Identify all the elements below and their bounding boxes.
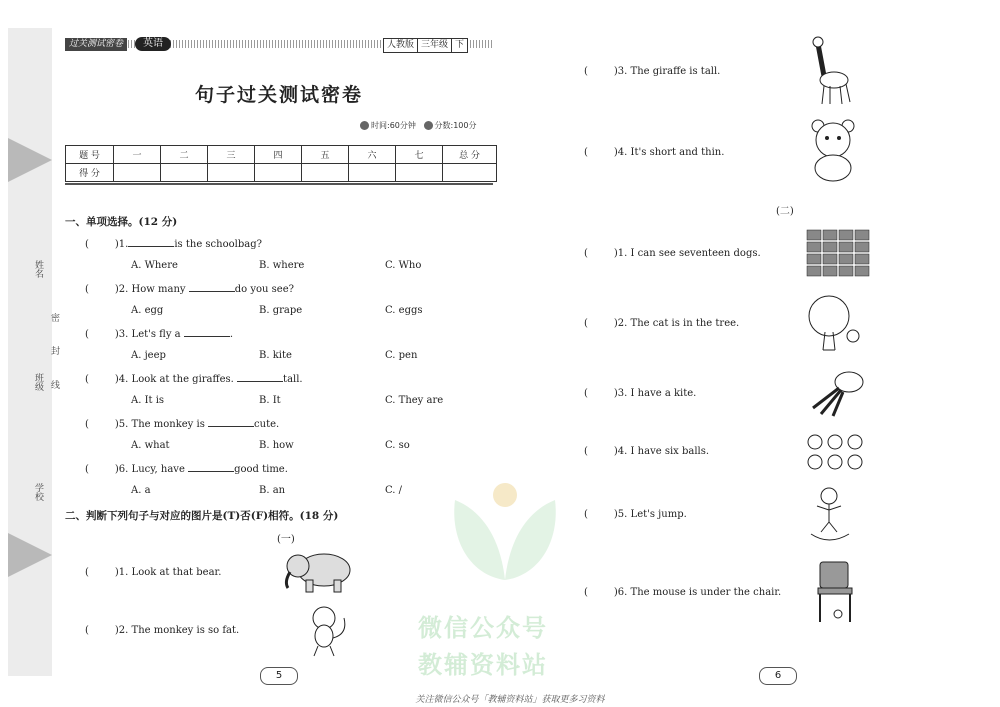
edition-term: 下: [451, 38, 468, 53]
answer-paren[interactable]: (: [85, 374, 89, 385]
option-b: B. grape: [259, 305, 303, 316]
name-label: 姓名: [33, 260, 43, 278]
seal-mark: 密: [49, 313, 59, 322]
tf-item: [584, 446, 709, 457]
question-number: )4.: [613, 147, 628, 158]
subject-badge: 英语: [135, 37, 171, 51]
pen-icon: [424, 121, 433, 130]
score-table: [65, 145, 497, 182]
question-text: .: [229, 329, 234, 340]
score-cell: 总 分: [443, 146, 497, 164]
score-cell: 一: [114, 146, 161, 164]
option-b: B. how: [259, 440, 294, 451]
seal-mark: 封: [49, 346, 59, 355]
question-number: )3.: [613, 66, 628, 77]
tf-sentence: Let's jump.: [630, 509, 687, 520]
answer-paren[interactable]: (: [85, 464, 89, 475]
watermark-text: 微信公众号: [418, 614, 548, 642]
fill-blank: [128, 237, 174, 247]
tf-sentence: Look at that bear.: [131, 567, 222, 578]
elephant-picture: [282, 548, 354, 594]
binding-triangle: [8, 533, 52, 577]
question-text: cute.: [254, 419, 280, 430]
score-input-cell[interactable]: [114, 164, 161, 182]
question-number: )1.: [613, 248, 628, 259]
option-b: B. It: [259, 395, 281, 406]
score-input-cell[interactable]: [161, 164, 208, 182]
tf-sentence: I have a kite.: [630, 388, 697, 399]
answer-paren[interactable]: (: [85, 329, 89, 340]
tf-item: [584, 318, 739, 329]
option-a: A. Where: [131, 260, 178, 271]
question-number: )3.: [613, 388, 628, 399]
option-a: A. egg: [131, 305, 164, 316]
answer-paren[interactable]: (: [584, 147, 588, 158]
tf-sentence: I have six balls.: [630, 446, 710, 457]
answer-paren[interactable]: (: [85, 567, 89, 578]
question-text: do you see?: [234, 284, 294, 295]
monkey-picture: [302, 604, 352, 658]
answer-paren[interactable]: (: [584, 388, 588, 399]
option-a: A. It is: [131, 395, 165, 406]
tf-sentence: The monkey is so fat.: [131, 625, 240, 636]
watermark-logo-icon: [440, 480, 570, 590]
school-label: 学校: [33, 483, 43, 501]
score-value-row: [66, 164, 497, 182]
part1-label: (一): [277, 534, 295, 545]
tf-sentence: The cat is in the tree.: [630, 318, 740, 329]
section1-heading: 一、单项选择。(12 分): [65, 216, 178, 228]
tf-item: [584, 66, 720, 77]
table-rule: [65, 183, 493, 185]
tf-sentence: I can see seventeen dogs.: [630, 248, 761, 259]
question-number: )5.: [613, 509, 628, 520]
option-a: A. jeep: [131, 350, 166, 361]
giraffe-picture: [808, 36, 854, 106]
total-score: 分数:100分: [434, 121, 477, 130]
page-title: 句子过关测试密卷: [194, 84, 363, 106]
question-item: [85, 372, 303, 385]
option-c: C. Who: [385, 260, 422, 271]
footer-note: 关注微信公众号「教辅资料站」获取更多习资料: [415, 695, 605, 705]
answer-paren[interactable]: (: [85, 239, 89, 250]
exam-meta: [360, 120, 476, 131]
answer-paren[interactable]: (: [584, 66, 588, 77]
question-number: )2.: [114, 284, 129, 295]
score-cell: 三: [208, 146, 255, 164]
bear-picture: [808, 118, 858, 184]
section2-heading: 二、判断下列句子与对应的图片是(T)否(F)相符。(18 分): [65, 510, 339, 522]
question-item: [85, 282, 294, 295]
keys-picture: [805, 368, 867, 418]
option-c: C. They are: [385, 395, 444, 406]
score-input-cell[interactable]: [443, 164, 497, 182]
question-item: [85, 237, 262, 250]
question-text: tall.: [283, 374, 303, 385]
question-text: is the schoolbag?: [174, 239, 262, 250]
answer-paren[interactable]: (: [584, 587, 588, 598]
score-cell: 四: [255, 146, 302, 164]
question-text: Lucy, have: [131, 464, 185, 475]
option-a: A. what: [131, 440, 170, 451]
question-text: Let's fly a: [131, 329, 181, 340]
watermark-text: 教辅资料站: [418, 651, 548, 679]
dogs-picture: [805, 228, 873, 280]
class-label: 班级: [33, 373, 43, 391]
score-input-cell[interactable]: [396, 164, 443, 182]
option-a: A. a: [131, 485, 151, 496]
score-input-cell[interactable]: [255, 164, 302, 182]
tf-item: [584, 248, 761, 259]
option-b: B. kite: [259, 350, 292, 361]
binding-strip: [8, 28, 59, 676]
tf-item: [584, 147, 724, 158]
edition-box: [384, 38, 468, 51]
tf-item: [584, 388, 696, 399]
option-c: C. /: [385, 485, 403, 496]
question-number: )4.: [613, 446, 628, 457]
score-cell: 题 号: [66, 146, 114, 164]
score-cell: 得 分: [66, 164, 114, 182]
score-cell: 七: [396, 146, 443, 164]
chair-picture: [812, 560, 858, 624]
edition-publisher: 人教版: [383, 38, 418, 53]
option-b: B. where: [259, 260, 305, 271]
question-number: )6.: [613, 587, 628, 598]
fill-blank: [188, 462, 234, 472]
question-text: Look at the giraffes.: [131, 374, 234, 385]
question-number: )3.: [114, 329, 129, 340]
question-item: [85, 327, 233, 340]
question-number: )4.: [114, 374, 129, 385]
score-cell: 六: [349, 146, 396, 164]
tf-item: [85, 625, 239, 636]
tf-sentence: The giraffe is tall.: [630, 66, 721, 77]
score-header-row: [66, 146, 497, 164]
score-cell: 五: [302, 146, 349, 164]
tf-item: [584, 509, 687, 520]
girl-jumping-picture: [805, 484, 855, 544]
edition-grade: 三年级: [417, 38, 452, 53]
score-cell: 二: [161, 146, 208, 164]
fill-blank: [208, 417, 254, 427]
question-number: )6.: [114, 464, 129, 475]
tf-item: [85, 567, 221, 578]
balls-picture: [805, 432, 873, 474]
answer-paren[interactable]: (: [85, 419, 89, 430]
question-number: )1.: [114, 239, 129, 250]
question-number: )2.: [613, 318, 628, 329]
question-number: )5.: [114, 419, 129, 430]
tree-cat-picture: [805, 292, 867, 352]
option-b: B. an: [259, 485, 286, 496]
answer-paren[interactable]: (: [584, 318, 588, 329]
tf-item: [584, 587, 781, 598]
seal-mark: 线: [49, 380, 59, 389]
binding-triangle: [8, 138, 52, 182]
option-c: C. eggs: [385, 305, 423, 316]
answer-paren[interactable]: (: [85, 284, 89, 295]
score-input-cell[interactable]: [208, 164, 255, 182]
score-input-cell[interactable]: [349, 164, 396, 182]
answer-paren[interactable]: (: [584, 446, 588, 457]
option-c: C. so: [385, 440, 410, 451]
fill-blank: [184, 327, 230, 337]
score-input-cell[interactable]: [302, 164, 349, 182]
question-item: [85, 462, 288, 475]
time-limit: 时间:60分钟: [371, 121, 416, 130]
part2-label: (二): [776, 206, 794, 217]
answer-paren[interactable]: (: [584, 509, 588, 520]
clock-icon: [360, 121, 369, 130]
question-number: )1.: [114, 567, 129, 578]
question-text: The monkey is: [131, 419, 205, 430]
question-item: [85, 417, 279, 430]
option-c: C. pen: [385, 350, 418, 361]
question-text: How many: [131, 284, 186, 295]
page-number: 6: [759, 667, 797, 685]
brand-label: 过关测试密卷: [65, 38, 127, 51]
tf-sentence: It's short and thin.: [630, 147, 725, 158]
page-number: 5: [260, 667, 298, 685]
fill-blank: [237, 372, 283, 382]
answer-paren[interactable]: (: [85, 625, 89, 636]
question-number: )2.: [114, 625, 129, 636]
question-text: good time.: [234, 464, 288, 475]
answer-paren[interactable]: (: [584, 248, 588, 259]
fill-blank: [189, 282, 235, 292]
tf-sentence: The mouse is under the chair.: [630, 587, 782, 598]
